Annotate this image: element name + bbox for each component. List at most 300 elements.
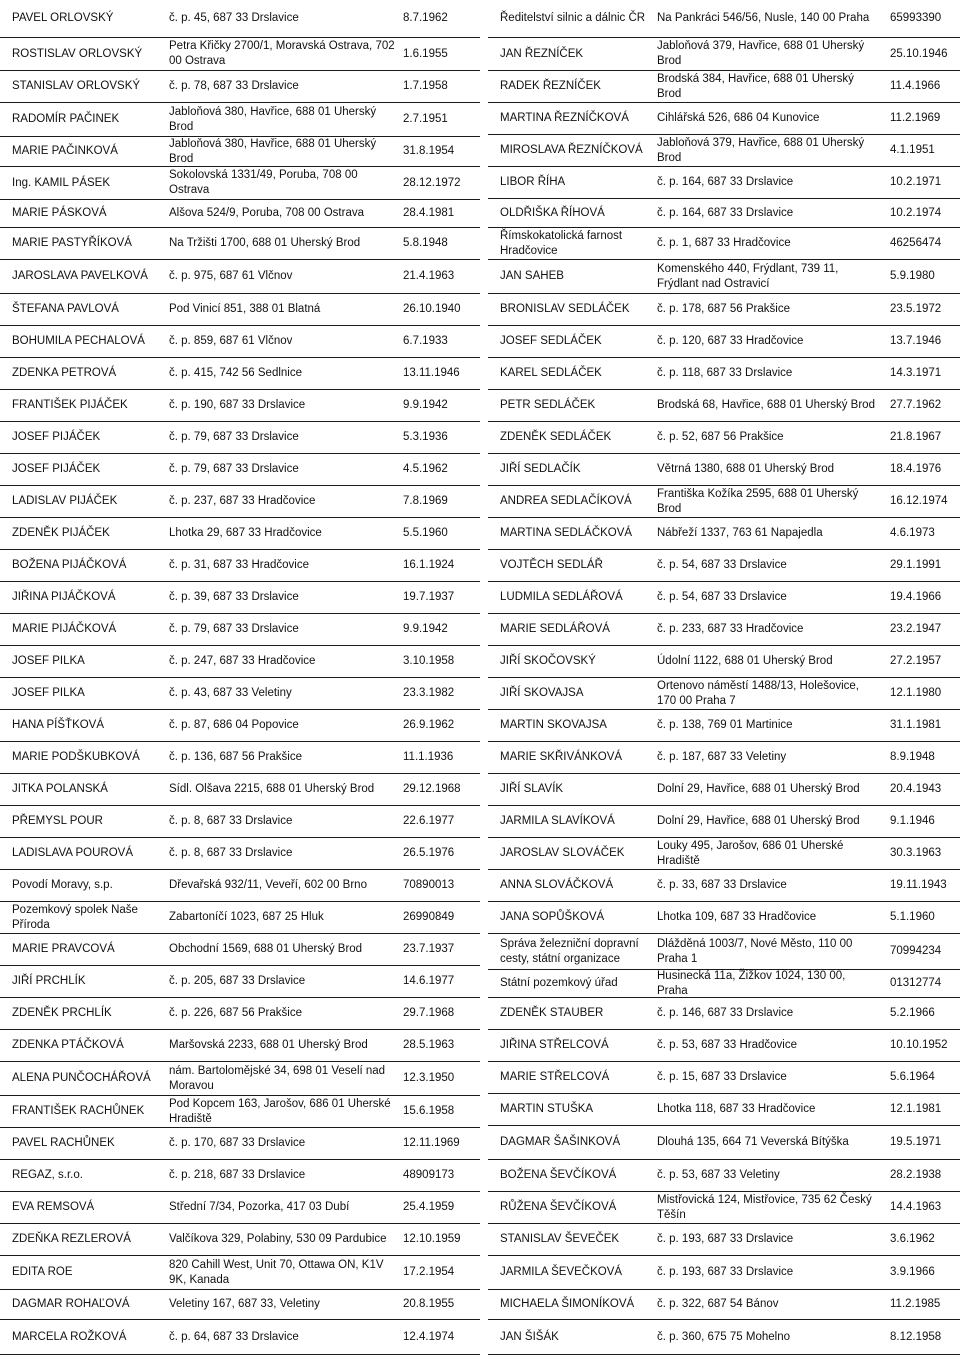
owner-name: Ředitelství silnic a dálnic ČR	[500, 12, 646, 24]
owner-date-or-id: 26.10.1940	[403, 303, 461, 315]
table-row	[488, 806, 960, 838]
owner-date-or-id: 12.10.1959	[403, 1233, 461, 1245]
owner-date-or-id: 4.1.1951	[890, 144, 935, 156]
owner-date-or-id: 12.3.1950	[403, 1072, 455, 1084]
owner-name: JAROSLAVA PAVELKOVÁ	[12, 270, 148, 282]
owner-address: Dlouhá 135, 664 71 Veverská Bítýška	[657, 1136, 849, 1148]
owner-date-or-id: 8.9.1948	[890, 751, 935, 763]
table-row	[0, 422, 480, 454]
owner-name: FRANTIŠEK RACHŮNEK	[12, 1105, 145, 1117]
owner-address: Lhotka 29, 687 33 Hradčovice	[169, 527, 322, 539]
owner-date-or-id: 11.4.1966	[890, 80, 941, 92]
owner-address: Na Pankráci 546/56, Nusle, 140 00 Praha	[657, 12, 870, 24]
owner-name: MARIE PASTYŘÍKOVÁ	[12, 237, 132, 249]
owner-date-or-id: 5.5.1960	[403, 527, 448, 539]
owner-name: ZDENĚK STAUBER	[500, 1007, 604, 1019]
owner-name: MARIE PIJÁČKOVÁ	[12, 623, 117, 635]
table-row	[0, 0, 480, 38]
owner-name: DAGMAR ŠAŠINKOVÁ	[500, 1136, 621, 1148]
owner-name: JAN SAHEB	[500, 270, 564, 282]
table-row	[488, 1224, 960, 1256]
table-row	[488, 422, 960, 454]
owner-address: č. p. 78, 687 33 Drslavice	[169, 80, 299, 92]
owner-date-or-id: 22.6.1977	[403, 815, 455, 827]
table-row	[488, 838, 960, 870]
table-row	[0, 966, 480, 998]
table-row	[488, 934, 960, 970]
owner-name: MARIE PAČINKOVÁ	[12, 145, 118, 157]
owner-date-or-id: 70994234	[890, 945, 942, 957]
owner-address: č. p. 190, 687 33 Drslavice	[169, 399, 306, 411]
owner-date-or-id: 6.7.1933	[403, 335, 448, 347]
owner-address: č. p. 8, 687 33 Drslavice	[169, 847, 293, 859]
owner-date-or-id: 28.5.1963	[403, 1039, 455, 1051]
owner-address: Dolní 29, Havřice, 688 01 Uherský Brod	[657, 783, 860, 795]
owner-name: JARMILA SLAVÍKOVÁ	[500, 815, 615, 827]
owner-name: REGAZ, s.r.o.	[12, 1169, 83, 1181]
table-row	[488, 710, 960, 742]
owner-name: RADOMÍR PAČINEK	[12, 113, 120, 125]
owner-name: KAREL SEDLÁČEK	[500, 367, 602, 379]
owner-name: LADISLAV PIJÁČEK	[12, 495, 118, 507]
table-row	[488, 199, 960, 228]
table-row	[488, 582, 960, 614]
owner-address: č. p. 415, 742 56 Sedlnice	[169, 367, 302, 379]
table-row	[0, 200, 480, 228]
table-row	[488, 486, 960, 518]
owner-name: Ing. KAMIL PÁSEK	[12, 176, 111, 189]
owner-name: JAN ŘEZNÍČEK	[500, 47, 584, 60]
owner-name: BRONISLAV SEDLÁČEK	[500, 303, 630, 315]
owner-date-or-id: 8.7.1962	[403, 12, 448, 24]
owner-date-or-id: 11.2.1969	[890, 112, 941, 124]
table-row	[488, 1160, 960, 1192]
owner-date-or-id: 1.7.1958	[403, 80, 448, 92]
owner-address: Na Tržišti 1700, 688 01 Uherský Brod	[169, 237, 361, 249]
table-row	[0, 774, 480, 806]
owner-date-or-id: 31.1.1981	[890, 719, 942, 731]
table-row	[488, 970, 960, 998]
owner-address: Jabloňová 379, Havřice, 688 01 Uherský Brod	[657, 136, 865, 164]
owner-name: JOSEF PILKA	[12, 655, 85, 667]
table-row	[488, 614, 960, 646]
owner-address: č. p. 79, 687 33 Drslavice	[169, 463, 299, 475]
table-row	[488, 646, 960, 678]
owner-name: LADISLAVA POUROVÁ	[12, 847, 134, 859]
table-row	[488, 518, 960, 550]
owner-name: MARIE PÁSKOVÁ	[12, 207, 107, 219]
owner-name: MARIE STŘELCOVÁ	[500, 1071, 610, 1083]
table-row	[488, 550, 960, 582]
owner-name: MICHAELA ŠIMONÍKOVÁ	[500, 1298, 635, 1310]
owner-name: JIŘINA STŘELCOVÁ	[500, 1039, 609, 1051]
table-row	[0, 1224, 480, 1256]
table-row	[488, 326, 960, 358]
owner-name: ZDENĚK PRCHLÍK	[12, 1007, 112, 1019]
owner-date-or-id: 21.4.1963	[403, 270, 455, 282]
table-row	[488, 774, 960, 806]
owner-address: Střední 7/34, Pozorka, 417 03 Dubí	[169, 1201, 350, 1213]
owner-address: č. p. 136, 687 56 Prakšice	[169, 751, 302, 763]
owner-name: MARIE SEDLÁŘOVÁ	[500, 623, 610, 635]
owner-name: JIŘINA PIJÁČKOVÁ	[12, 591, 116, 603]
owner-address: Brodská 384, Havřice, 688 01 Uherský Brod	[657, 72, 854, 100]
owner-date-or-id: 46256474	[890, 237, 942, 249]
owner-date-or-id: 28.4.1981	[403, 207, 455, 219]
owner-date-or-id: 70890013	[403, 879, 455, 891]
owner-address: č. p. 193, 687 33 Drslavice	[657, 1233, 794, 1245]
owner-address: č. p. 64, 687 33 Drslavice	[169, 1330, 299, 1343]
owner-address: č. p. 53, 687 33 Veletiny	[657, 1169, 780, 1181]
owner-name: MIROSLAVA ŘEZNÍČKOVÁ	[500, 144, 643, 156]
owner-address: Husinecká 11a, Žižkov 1024, 130 00, Praha	[657, 969, 846, 997]
owner-address: č. p. 226, 687 56 Prakšice	[169, 1007, 302, 1019]
table-row	[0, 998, 480, 1030]
owner-name: MARIE SKŘIVÁNKOVÁ	[500, 751, 623, 763]
owner-name: RADEK ŘEZNÍČEK	[500, 80, 601, 92]
owner-date-or-id: 31.8.1954	[403, 145, 455, 157]
owner-address: č. p. 164, 687 33 Drslavice	[657, 206, 794, 219]
table-row	[0, 167, 480, 200]
owner-address: č. p. 859, 687 61 Vlčnov	[169, 335, 293, 347]
table-row	[0, 326, 480, 358]
owner-address: Sokolovská 1331/49, Poruba, 708 00 Ostrava	[169, 169, 358, 196]
owner-date-or-id: 12.11.1969	[403, 1137, 460, 1149]
owner-address: Dřevařská 932/11, Veveří, 602 00 Brno	[169, 879, 367, 891]
owner-address: Komenského 440, Frýdlant, 739 11, Frýdlant nad Ostravicí	[657, 262, 839, 290]
table-row	[488, 0, 960, 38]
owner-address: č. p. 87, 686 04 Popovice	[169, 719, 299, 731]
table-row	[488, 228, 960, 260]
table-row	[0, 806, 480, 838]
owner-name: JIŘÍ SKOVAJSA	[500, 687, 584, 699]
owner-name: HANA PÍŠŤKOVÁ	[12, 719, 105, 731]
table-row	[0, 137, 480, 167]
owner-date-or-id: 9.1.1946	[890, 815, 935, 827]
owner-address: Lhotka 109, 687 33 Hradčovice	[657, 911, 817, 923]
owner-date-or-id: 5.3.1936	[403, 431, 448, 443]
table-row	[488, 358, 960, 390]
owner-address: č. p. 54, 687 33 Drslavice	[657, 591, 787, 603]
table-row	[0, 902, 480, 934]
table-row	[0, 870, 480, 902]
table-row	[0, 1030, 480, 1062]
table-row	[0, 518, 480, 550]
owner-date-or-id: 14.6.1977	[403, 975, 455, 987]
table-row	[0, 1256, 480, 1290]
owner-date-or-id: 2.7.1951	[403, 113, 448, 125]
owner-address: Valčíkova 329, Polabiny, 530 09 Pardubice	[169, 1233, 387, 1245]
owner-name: PAVEL RACHŮNEK	[12, 1137, 115, 1149]
owner-name: BOŽENA ŠEVČÍKOVÁ	[500, 1169, 617, 1181]
owner-date-or-id: 4.6.1973	[890, 527, 935, 539]
table-row	[488, 902, 960, 934]
owner-date-or-id: 17.2.1954	[403, 1266, 455, 1278]
owner-date-or-id: 26.5.1976	[403, 847, 455, 859]
table-row	[0, 228, 480, 260]
owner-name: ZDEŇKA REZLEROVÁ	[12, 1233, 131, 1245]
table-row	[0, 1160, 480, 1192]
owner-date-or-id: 7.8.1969	[403, 495, 448, 507]
owner-address: č. p. 52, 687 56 Prakšice	[657, 431, 784, 443]
owner-date-or-id: 27.7.1962	[890, 399, 942, 411]
table-row	[0, 1192, 480, 1224]
owner-address: Sídl. Olšava 2215, 688 01 Uherský Brod	[169, 783, 375, 795]
owner-name: JIŘÍ SLAVÍK	[500, 783, 564, 795]
table-row	[0, 646, 480, 678]
table-row	[488, 1094, 960, 1126]
owner-name: Státní pozemkový úřad	[500, 977, 618, 989]
table-row	[488, 742, 960, 774]
table-row	[0, 582, 480, 614]
owner-name: LUDMILA SEDLÁŘOVÁ	[500, 591, 623, 603]
table-row	[0, 678, 480, 710]
owner-address: č. p. 39, 687 33 Drslavice	[169, 591, 299, 603]
owner-name: FRANTIŠEK PIJÁČEK	[12, 399, 128, 411]
table-row	[488, 1192, 960, 1224]
owner-address: č. p. 218, 687 33 Drslavice	[169, 1169, 306, 1181]
owner-date-or-id: 21.8.1967	[890, 431, 942, 443]
owner-address: Cihlářská 526, 686 04 Kunovice	[657, 112, 820, 124]
owner-name: ANNA SLOVÁČKOVÁ	[500, 879, 614, 891]
owner-date-or-id: 14.3.1971	[890, 367, 942, 379]
owner-address: č. p. 187, 687 33 Veletiny	[657, 751, 787, 763]
owner-name: Pozemkový spolek Naše Příroda	[12, 903, 138, 931]
owner-address: č. p. 146, 687 33 Drslavice	[657, 1007, 794, 1019]
table-row	[0, 390, 480, 422]
owner-date-or-id: 28.12.1972	[403, 176, 461, 189]
owner-address: č. p. 33, 687 33 Drslavice	[657, 879, 787, 891]
table-row	[488, 167, 960, 199]
owner-name: BOHUMILA PECHALOVÁ	[12, 335, 145, 347]
owner-address: Ortenovo náměstí 1488/13, Holešovice, 170 00 Praha 7	[657, 679, 860, 707]
owner-date-or-id: 5.2.1966	[890, 1007, 935, 1019]
owner-address: 820 Cahill West, Unit 70, Ottawa ON, K1V 9K, Kanada	[169, 1258, 384, 1286]
owner-date-or-id: 11.2.1985	[890, 1298, 941, 1310]
owner-name: PŘEMYSL POUR	[12, 815, 103, 827]
owner-address: č. p. 193, 687 33 Drslavice	[657, 1266, 794, 1278]
owner-address: č. p. 53, 687 33 Hradčovice	[657, 1039, 797, 1051]
owner-name: ZDENKA PETROVÁ	[12, 367, 117, 379]
owner-date-or-id: 20.4.1943	[890, 783, 942, 795]
owner-name: RŮŽENA ŠEVČÍKOVÁ	[500, 1201, 617, 1213]
owner-date-or-id: 01312774	[890, 977, 942, 989]
owner-name: Povodí Moravy, s.p.	[12, 879, 113, 891]
owner-address: č. p. 975, 687 61 Vlčnov	[169, 270, 293, 282]
owner-name: EDITA ROE	[12, 1266, 73, 1278]
owner-name: ALENA PUNČOCHÁŘOVÁ	[12, 1072, 151, 1084]
owner-date-or-id: 48909173	[403, 1169, 455, 1181]
owner-address: Pod Vinicí 851, 388 01 Blatná	[169, 303, 321, 315]
owner-date-or-id: 18.4.1976	[890, 463, 942, 475]
owner-address: Jabloňová 380, Havřice, 688 01 Uherský Brod	[169, 137, 377, 165]
owner-name: JITKA POLANSKÁ	[12, 783, 108, 795]
owner-address: Dlážděná 1003/7, Nové Město, 110 00 Praha 1	[657, 937, 853, 965]
owner-date-or-id: 3.10.1958	[403, 655, 455, 667]
table-row	[0, 710, 480, 742]
owner-date-or-id: 3.9.1966	[890, 1266, 935, 1278]
owner-address: č. p. 54, 687 33 Drslavice	[657, 559, 787, 571]
owner-date-or-id: 12.4.1974	[403, 1330, 455, 1343]
owner-name: MARTIN STUŠKA	[500, 1103, 594, 1115]
owner-address: Větrná 1380, 688 01 Uherský Brod	[657, 463, 835, 475]
table-row	[0, 260, 480, 294]
table-row	[488, 870, 960, 902]
owner-address: Františka Kožíka 2595, 688 01 Uherský Brod	[657, 487, 859, 515]
owner-address: č. p. 43, 687 33 Veletiny	[169, 687, 292, 699]
owner-address: č. p. 164, 687 33 Drslavice	[657, 176, 794, 188]
owner-date-or-id: 15.6.1958	[403, 1105, 455, 1117]
table-row	[488, 1030, 960, 1062]
table-row	[0, 486, 480, 518]
owner-address: Nábřeží 1337, 763 61 Napajedla	[657, 527, 823, 539]
owner-name: ZDENĚK PIJÁČEK	[12, 527, 110, 539]
owner-date-or-id: 29.7.1968	[403, 1007, 455, 1019]
owner-date-or-id: 13.11.1946	[403, 367, 460, 379]
owner-date-or-id: 5.6.1964	[890, 1071, 935, 1083]
owner-date-or-id: 20.8.1955	[403, 1298, 455, 1310]
owner-date-or-id: 9.9.1942	[403, 399, 448, 411]
owner-name: DAGMAR ROHAĽOVÁ	[12, 1298, 130, 1310]
owner-address: č. p. 233, 687 33 Hradčovice	[657, 623, 804, 635]
table-row	[488, 454, 960, 486]
owner-date-or-id: 3.6.1962	[890, 1233, 935, 1245]
owner-name: LIBOR ŘÍHA	[500, 176, 566, 188]
table-row	[0, 1062, 480, 1096]
table-row	[0, 550, 480, 582]
owner-name: JAROSLAV SLOVÁČEK	[500, 847, 625, 859]
table-row	[0, 38, 480, 71]
owner-date-or-id: 29.12.1968	[403, 783, 461, 795]
owner-address: č. p. 118, 687 33 Drslavice	[657, 367, 793, 379]
owner-date-or-id: 8.12.1958	[890, 1330, 942, 1343]
owner-name: JAN ŠIŠÁK	[500, 1330, 559, 1343]
owner-date-or-id: 13.7.1946	[890, 335, 942, 347]
owner-address: č. p. 120, 687 33 Hradčovice	[657, 335, 804, 347]
table-row	[488, 678, 960, 710]
owner-date-or-id: 10.10.1952	[890, 1039, 948, 1051]
owner-name: JANA SOPŮŠKOVÁ	[500, 911, 605, 923]
owner-date-or-id: 25.4.1959	[403, 1201, 455, 1213]
table-row	[0, 454, 480, 486]
owner-address: č. p. 360, 675 75 Mohelno	[657, 1330, 790, 1343]
table-row	[488, 1062, 960, 1094]
owner-name: JIŘÍ SKOČOVSKÝ	[500, 655, 596, 667]
owner-address: Brodská 68, Havřice, 688 01 Uherský Brod	[657, 399, 875, 411]
owner-date-or-id: 23.5.1972	[890, 303, 942, 315]
owner-date-or-id: 26.9.1962	[403, 719, 455, 731]
table-row	[488, 135, 960, 167]
owner-address: č. p. 79, 687 33 Drslavice	[169, 623, 299, 635]
owner-date-or-id: 14.4.1963	[890, 1201, 942, 1213]
owner-name: JARMILA ŠEVEČKOVÁ	[500, 1266, 623, 1278]
owner-date-or-id: 25.10.1946	[890, 47, 948, 60]
owner-name: ANDREA SEDLAČÍKOVÁ	[500, 495, 632, 507]
owner-date-or-id: 12.1.1981	[890, 1103, 942, 1115]
owner-address: č. p. 15, 687 33 Drslavice	[657, 1071, 787, 1083]
owner-address: nám. Bartolomějské 34, 698 01 Veselí nad Moravou	[169, 1064, 386, 1092]
owner-name: MARTINA SEDLÁČKOVÁ	[500, 527, 633, 539]
owner-name: ZDENKA PTÁČKOVÁ	[12, 1039, 124, 1051]
owner-address: č. p. 178, 687 56 Prakšice	[657, 303, 790, 315]
owner-date-or-id: 4.5.1962	[403, 463, 448, 475]
owner-date-or-id: 23.3.1982	[403, 687, 455, 699]
owner-date-or-id: 5.1.1960	[890, 911, 935, 923]
table-row	[488, 294, 960, 326]
owner-address: č. p. 205, 687 33 Drslavice	[169, 975, 306, 987]
owner-name: PETR SEDLÁČEK	[500, 399, 596, 411]
table-row	[488, 1256, 960, 1290]
owner-date-or-id: 26990849	[403, 911, 455, 923]
owner-name: JOSEF PIJÁČEK	[12, 463, 101, 475]
table-row	[488, 260, 960, 294]
owner-address: č. p. 8, 687 33 Drslavice	[169, 815, 293, 827]
table-row	[0, 358, 480, 390]
owner-date-or-id: 5.9.1980	[890, 270, 935, 282]
owner-address: č. p. 237, 687 33 Hradčovice	[169, 495, 316, 507]
owner-address: č. p. 31, 687 33 Hradčovice	[169, 559, 309, 571]
owner-address: Maršovská 2233, 688 01 Uherský Brod	[169, 1039, 368, 1051]
owner-address: č. p. 322, 687 54 Bánov	[657, 1298, 779, 1310]
owner-address: Dolní 29, Havřice, 688 01 Uherský Brod	[657, 815, 860, 827]
table-row	[0, 838, 480, 870]
owner-address: Obchodní 1569, 688 01 Uherský Brod	[169, 943, 363, 955]
owner-date-or-id: 65993390	[890, 12, 942, 24]
table-row	[0, 934, 480, 966]
table-row	[0, 71, 480, 103]
owner-address: Jabloňová 379, Havřice, 688 01 Uherský Brod	[657, 40, 865, 67]
owner-date-or-id: 11.1.1936	[403, 751, 454, 763]
table-row	[488, 103, 960, 135]
owner-name: VOJTĚCH SEDLÁŘ	[500, 559, 603, 571]
owner-address: č. p. 1, 687 33 Hradčovice	[657, 237, 791, 249]
table-row	[488, 1320, 960, 1355]
owner-date-or-id: 1.6.1955	[403, 47, 448, 60]
table-row	[0, 294, 480, 326]
owner-address: Zabartoníčí 1023, 687 25 Hluk	[169, 911, 324, 923]
owner-name: MARCELA ROŽKOVÁ	[12, 1330, 127, 1343]
table-row	[0, 1320, 480, 1355]
owner-name: ZDENĚK SEDLÁČEK	[500, 431, 612, 443]
owner-name: JIŘÍ PRCHLÍK	[12, 975, 86, 987]
owner-name: JIŘÍ SEDLAČÍK	[500, 463, 581, 475]
owner-address: Louky 495, Jarošov, 686 01 Uherské Hradiště	[657, 839, 844, 867]
owner-name: Římskokatolická farnost Hradčovice	[500, 229, 623, 257]
owner-name: STANISLAV ŠEVEČEK	[500, 1233, 620, 1245]
table-row	[0, 103, 480, 137]
owner-name: JOSEF PIJÁČEK	[12, 431, 101, 443]
owner-date-or-id: 23.2.1947	[890, 623, 942, 635]
table-row	[0, 614, 480, 646]
owner-date-or-id: 16.12.1974	[890, 495, 948, 507]
owner-address: Lhotka 118, 687 33 Hradčovice	[657, 1103, 816, 1115]
owner-name: MARTIN SKOVAJSA	[500, 719, 607, 731]
table-row	[488, 1126, 960, 1160]
owner-date-or-id: 30.3.1963	[890, 847, 942, 859]
owner-date-or-id: 16.1.1924	[403, 559, 455, 571]
owner-address: Mistřovická 124, Mistřovice, 735 62 Český Těšín	[657, 1193, 872, 1221]
owner-date-or-id: 12.1.1980	[890, 687, 942, 699]
owner-name: JOSEF SEDLÁČEK	[500, 335, 602, 347]
table-row	[488, 71, 960, 103]
table-row	[488, 38, 960, 71]
owner-date-or-id: 19.5.1971	[890, 1136, 942, 1148]
owner-name: PAVEL ORLOVSKÝ	[12, 12, 114, 24]
owner-date-or-id: 23.7.1937	[403, 943, 455, 955]
owner-name: MARIE PODŠKUBKOVÁ	[12, 751, 140, 763]
owner-date-or-id: 10.2.1971	[890, 176, 942, 188]
owner-date-or-id: 29.1.1991	[890, 559, 942, 571]
